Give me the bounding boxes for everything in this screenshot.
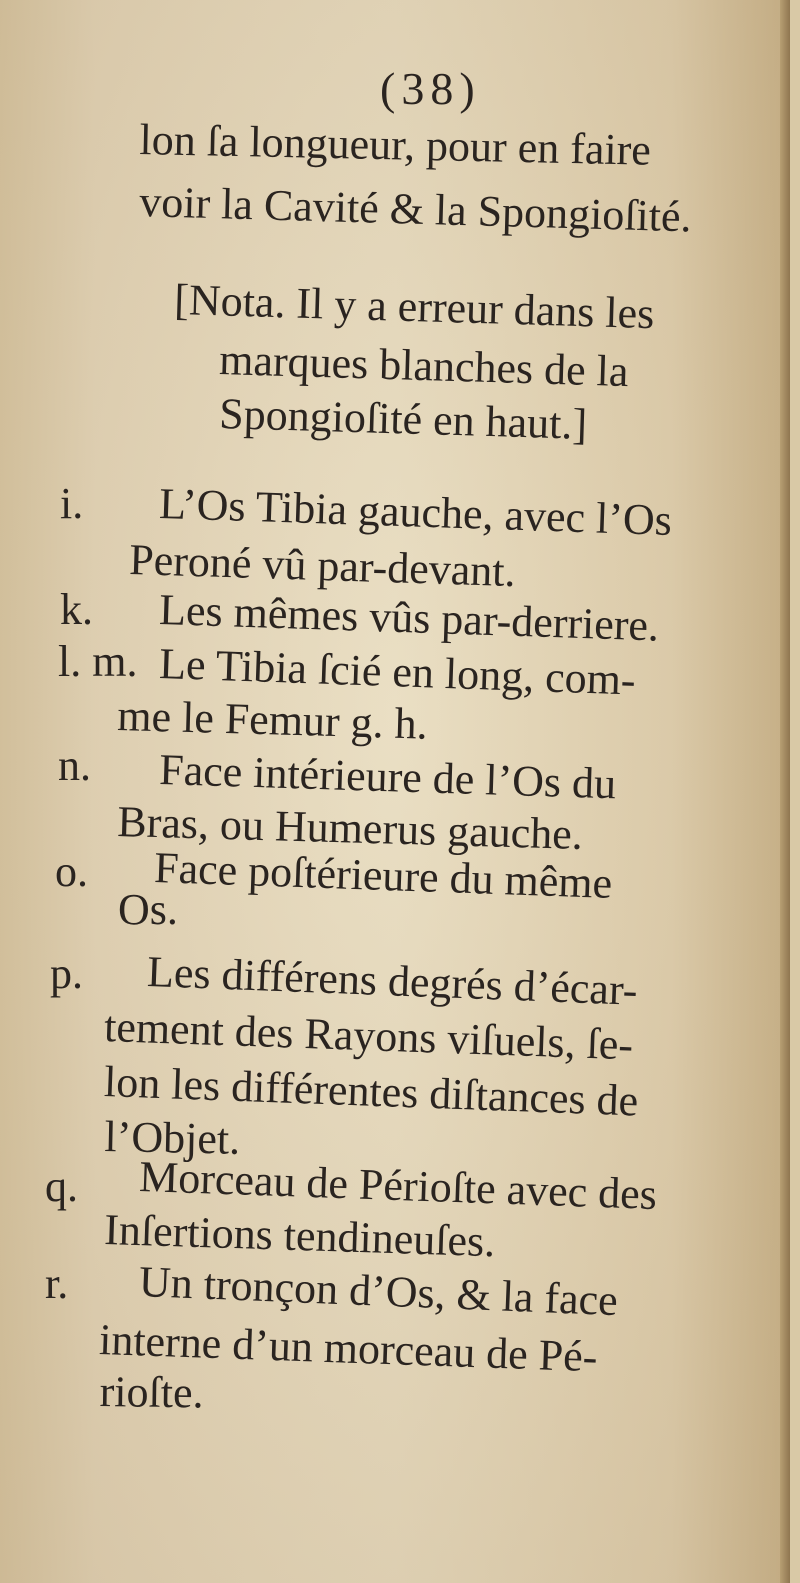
entry-o-line-1: Face poſtérieure du même [153,843,613,908]
entry-marker-p: p. [50,949,83,998]
continuation-line-1: lon ſa longueur, pour en faire [139,115,652,175]
entry-marker-q: q. [45,1162,78,1211]
entry-marker-i: i. [60,479,84,528]
entry-n-line-2: Bras, ou Humerus gauche. [116,797,584,859]
entry-p-line-1: Les différens degrés d’écar- [146,947,639,1015]
entry-r-line-2: interne d’un morceau de Pé- [98,1315,599,1382]
entry-marker-lm: l. m. [58,637,138,686]
entry-k-line-1: Les mêmes vûs par-derriere. [158,585,660,651]
entry-p-line-2: tement des Rayons viſuels, ſe- [103,1002,634,1070]
entry-q-line-1: Morceau de Périoſte avec des [138,1152,658,1220]
entry-marker-r: r. [45,1259,69,1308]
entry-r-line-1: Un tronçon d’Os, & la face [138,1257,619,1326]
continuation-line-2: voir la Cavité & la Spongioſité. [138,177,693,242]
page-number: (38) [380,63,481,114]
entry-n-line-1: Face intérieure de l’Os du [158,745,617,809]
entry-marker-o: o. [55,847,88,896]
entry-i-line-2: Peroné vû par-devant. [128,535,517,597]
entry-marker-k: k. [60,585,93,634]
entry-lm-line-2: me le Femur g. h. [116,691,429,749]
entry-o-line-2: Os. [118,885,178,934]
nota-line-1: [Nota. Il y a erreur dans les [173,275,656,339]
entry-q-line-2: Inſertions tendineuſes. [103,1205,496,1267]
entry-i-line-1: L’Os Tibia gauche, avec l’Os [158,479,673,545]
entry-lm-line-1: Le Tibia ſcié en long, com- [158,639,637,705]
entry-r-line-3: rioſte. [99,1367,204,1418]
page-edge [780,0,790,1583]
nota-line-3: Spongioſité en haut.] [218,389,588,449]
entry-p-line-4: l’Objet. [104,1112,241,1164]
entry-p-line-3: lon les différentes diſtances de [103,1057,640,1126]
nota-line-2: marques blanches de la [218,335,630,397]
entry-marker-n: n. [58,741,91,790]
